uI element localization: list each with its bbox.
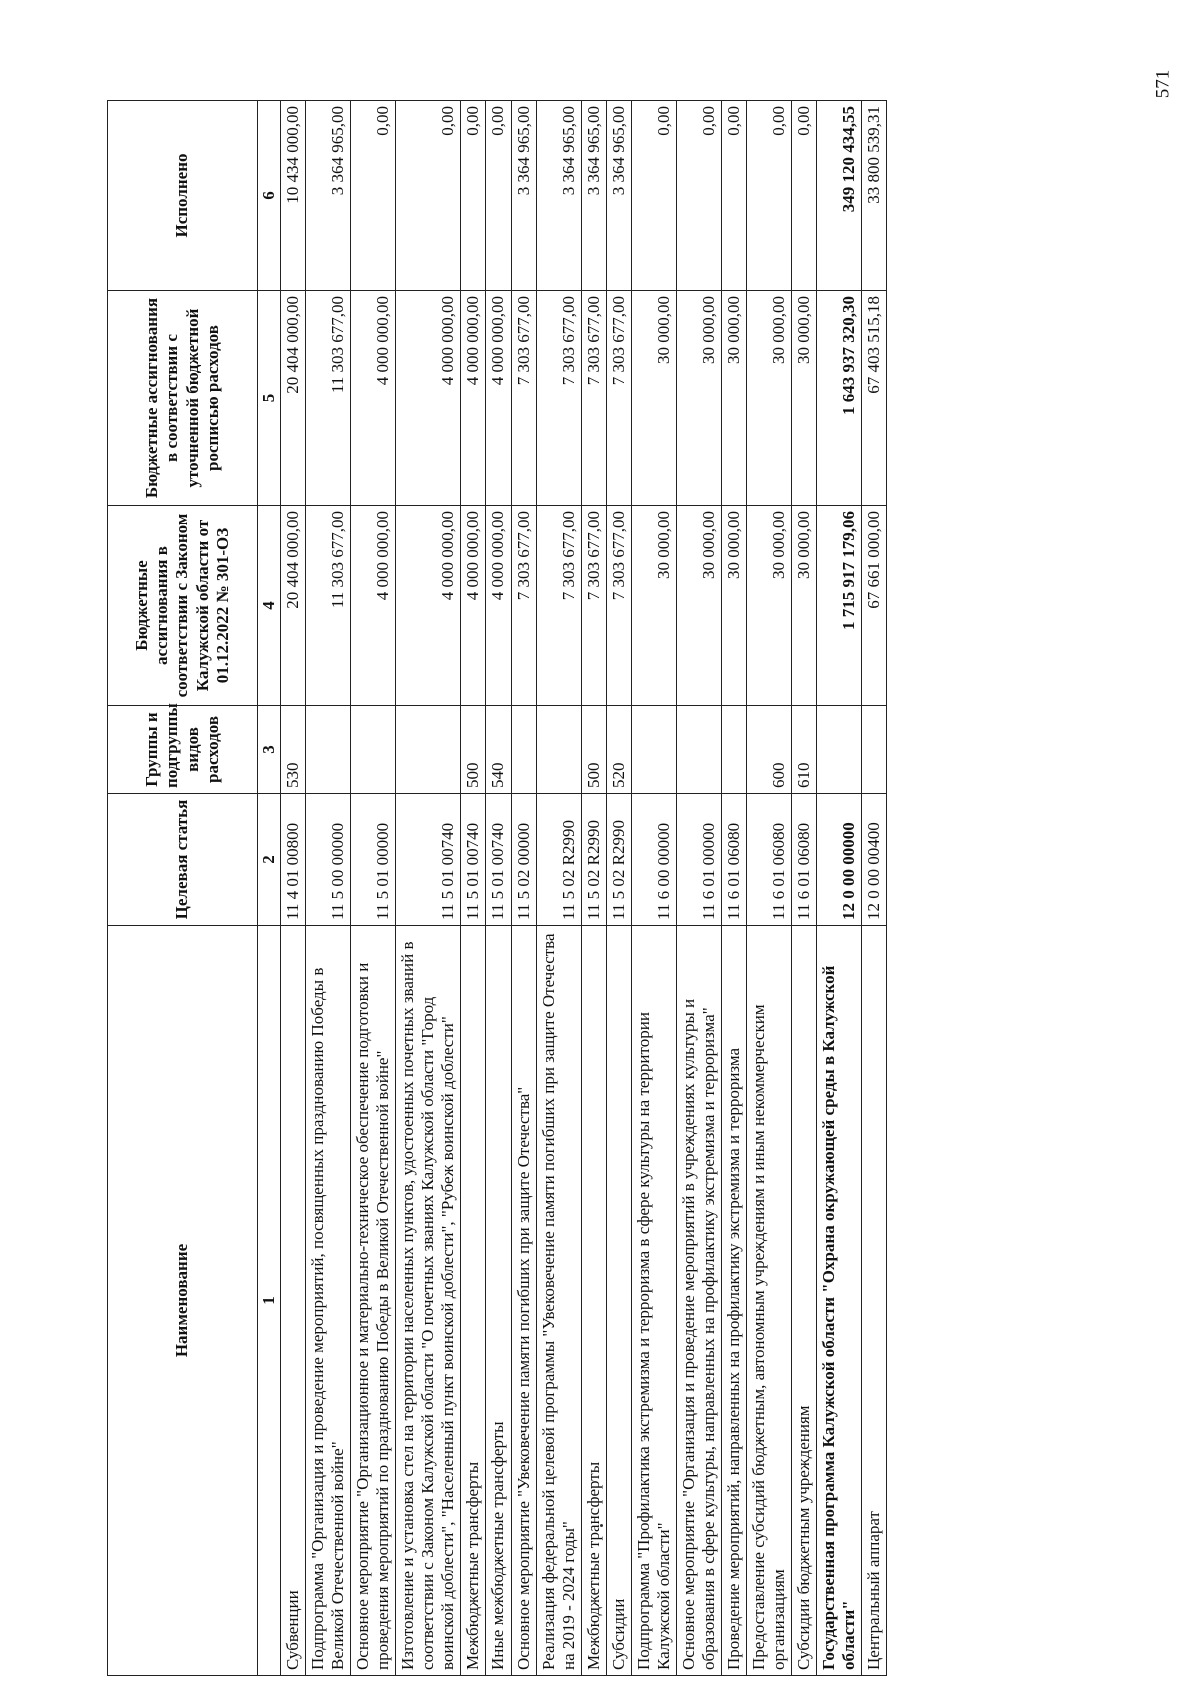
row-name: Реализация федеральной целевой программы "Увековечение памяти погибших при защите Отечества на 2019 - 2024 годы" [536, 926, 581, 1676]
row-executed-amount: 3 364 965,00 [306, 101, 351, 291]
page-number: 571 [1152, 69, 1173, 99]
row-law-amount: 11 303 677,00 [306, 506, 351, 706]
row-name: Основное мероприятие "Организация и проведение мероприятий в учреждениях культуры и образования в сфере культуры, направленных на профилактику экстремизма и терроризма" [676, 926, 721, 1676]
row-target-article: 12 0 00 00400 [862, 794, 887, 926]
table-row [581, 101, 606, 1676]
row-name: Субсидии [606, 926, 631, 1676]
row-law-amount: 67 661 000,00 [862, 506, 887, 706]
row-executed-amount: 0,00 [792, 101, 817, 291]
row-law-amount: 30 000,00 [676, 506, 721, 706]
row-target-article: 11 4 01 00800 [281, 794, 306, 926]
row-refined-amount: 30 000,00 [676, 291, 721, 506]
row-target-article: 11 5 00 00000 [306, 794, 351, 926]
row-target-article: 11 6 01 06080 [746, 794, 791, 926]
column-number: 6 [258, 101, 281, 291]
column-number: 5 [258, 291, 281, 506]
column-number-row [258, 101, 281, 1676]
row-law-amount: 7 303 677,00 [536, 506, 581, 706]
row-expense-group: 520 [606, 706, 631, 794]
row-name: Субсидии бюджетным учреждениям [792, 926, 817, 1676]
row-name: Центральный аппарат [862, 926, 887, 1676]
row-expense-group: 540 [486, 706, 511, 794]
row-law-amount: 4 000 000,00 [351, 506, 396, 706]
row-target-article: 11 6 00 00000 [631, 794, 676, 926]
row-target-article: 11 6 01 00000 [676, 794, 721, 926]
row-target-article: 12 0 00 00000 [817, 794, 862, 926]
row-target-article: 11 5 01 00000 [351, 794, 396, 926]
row-refined-amount: 67 403 515,18 [862, 291, 887, 506]
row-law-amount: 7 303 677,00 [581, 506, 606, 706]
row-name: Основное мероприятие "Увековечение памяти погибших при защите Отечества" [511, 926, 536, 1676]
row-target-article: 11 6 01 06080 [721, 794, 746, 926]
row-executed-amount: 0,00 [746, 101, 791, 291]
row-refined-amount: 30 000,00 [746, 291, 791, 506]
row-refined-amount: 20 404 000,00 [281, 291, 306, 506]
table-row [511, 101, 536, 1676]
row-refined-amount: 30 000,00 [631, 291, 676, 506]
row-expense-group [396, 706, 461, 794]
table-row [351, 101, 396, 1676]
row-name: Изготовление и установка стел на территории населенных пунктов, удостоенных почетных званий в соответствии с Законом Калужской области "О почетных званиях Калужской области "Город воинской доблести", "Населенный пункт воинской доблести", "Рубеж воинской доблести" [396, 926, 461, 1676]
table-row [281, 101, 306, 1676]
table-row [862, 101, 887, 1676]
row-refined-amount: 7 303 677,00 [606, 291, 631, 506]
row-executed-amount: 3 364 965,00 [536, 101, 581, 291]
row-refined-amount: 30 000,00 [721, 291, 746, 506]
table-row [746, 101, 791, 1676]
row-target-article: 11 5 01 00740 [486, 794, 511, 926]
row-target-article: 11 5 02 R2990 [606, 794, 631, 926]
row-name: Подпрограмма "Профилактика экстремизма и терроризма в сфере культуры на территории Калужской области" [631, 926, 676, 1676]
table-row [606, 101, 631, 1676]
row-name: Предоставление субсидий бюджетным, автономным учреждениям и иным некоммерческим организациям [746, 926, 791, 1676]
header-target-article: Целевая статья [108, 794, 258, 926]
row-expense-group: 530 [281, 706, 306, 794]
row-target-article: 11 5 02 R2990 [536, 794, 581, 926]
row-executed-amount: 33 800 539,31 [862, 101, 887, 291]
row-law-amount: 7 303 677,00 [511, 506, 536, 706]
row-executed-amount: 0,00 [721, 101, 746, 291]
table-row [396, 101, 461, 1676]
row-expense-group [351, 706, 396, 794]
row-name: Государственная программа Калужской области "Охрана окружающей среды в Калужской области" [817, 926, 862, 1676]
row-refined-amount: 7 303 677,00 [581, 291, 606, 506]
row-expense-group: 500 [461, 706, 486, 794]
row-expense-group [721, 706, 746, 794]
row-expense-group: 500 [581, 706, 606, 794]
row-executed-amount: 349 120 434,55 [817, 101, 862, 291]
row-expense-group [676, 706, 721, 794]
row-name: Иные межбюджетные трансферты [486, 926, 511, 1676]
budget-table-rotated [107, 101, 1157, 1676]
row-expense-group [862, 706, 887, 794]
row-name: Субвенции [281, 926, 306, 1676]
row-law-amount: 7 303 677,00 [606, 506, 631, 706]
row-name: Основное мероприятие "Организационное и материально-техническое обеспечение подготовки и проведения мероприятий по празднованию Победы в Великой Отечественной войне" [351, 926, 396, 1676]
header-name: Наименование [108, 926, 258, 1676]
row-target-article: 11 5 02 00000 [511, 794, 536, 926]
row-executed-amount: 3 364 965,00 [606, 101, 631, 291]
row-name: Подпрограмма "Организация и проведение мероприятий, посвященных празднованию Победы в Великой Отечественной войне" [306, 926, 351, 1676]
column-number: 4 [258, 506, 281, 706]
row-refined-amount: 11 303 677,00 [306, 291, 351, 506]
row-executed-amount: 0,00 [631, 101, 676, 291]
row-executed-amount: 10 434 000,00 [281, 101, 306, 291]
row-refined-amount: 4 000 000,00 [486, 291, 511, 506]
row-refined-amount: 1 643 937 320,30 [817, 291, 862, 506]
table-row [461, 101, 486, 1676]
row-law-amount: 4 000 000,00 [461, 506, 486, 706]
table-row [721, 101, 746, 1676]
row-refined-amount: 4 000 000,00 [351, 291, 396, 506]
table-row [486, 101, 511, 1676]
header-row [108, 101, 258, 1676]
row-executed-amount: 3 364 965,00 [511, 101, 536, 291]
row-law-amount: 20 404 000,00 [281, 506, 306, 706]
row-refined-amount: 4 000 000,00 [461, 291, 486, 506]
row-executed-amount: 0,00 [351, 101, 396, 291]
row-target-article: 11 5 02 R2990 [581, 794, 606, 926]
row-target-article: 11 5 01 00740 [461, 794, 486, 926]
row-expense-group [536, 706, 581, 794]
column-number: 2 [258, 794, 281, 926]
row-expense-group: 610 [792, 706, 817, 794]
header-refined-allocations: Бюджетные ассигнования в соответствии с уточненной бюджетной росписью расходов [108, 291, 258, 506]
row-law-amount: 30 000,00 [792, 506, 817, 706]
table-body [281, 101, 887, 1676]
header-expense-groups: Группы и подгруппы видов расходов [108, 706, 258, 794]
column-number: 3 [258, 706, 281, 794]
row-target-article: 11 6 01 06080 [792, 794, 817, 926]
row-executed-amount: 0,00 [396, 101, 461, 291]
row-name: Межбюджетные трансферты [461, 926, 486, 1676]
header-executed: Исполнено [108, 101, 258, 291]
table-row [792, 101, 817, 1676]
row-law-amount: 1 715 917 179,06 [817, 506, 862, 706]
table-row [306, 101, 351, 1676]
row-law-amount: 4 000 000,00 [486, 506, 511, 706]
row-expense-group [306, 706, 351, 794]
row-executed-amount: 0,00 [486, 101, 511, 291]
row-expense-group: 600 [746, 706, 791, 794]
row-law-amount: 30 000,00 [631, 506, 676, 706]
table-row [676, 101, 721, 1676]
row-refined-amount: 4 000 000,00 [396, 291, 461, 506]
row-expense-group [511, 706, 536, 794]
row-law-amount: 4 000 000,00 [396, 506, 461, 706]
row-name: Межбюджетные трансферты [581, 926, 606, 1676]
row-law-amount: 30 000,00 [746, 506, 791, 706]
row-refined-amount: 7 303 677,00 [536, 291, 581, 506]
header-law-allocations: Бюджетные ассигнования в соответствии с Законом Калужской области от 01.12.2022 № 301-ОЗ [108, 506, 258, 706]
row-executed-amount: 0,00 [676, 101, 721, 291]
row-expense-group [817, 706, 862, 794]
column-number: 1 [258, 926, 281, 1676]
row-name: Проведение мероприятий, направленных на профилактику экстремизма и терроризма [721, 926, 746, 1676]
table-row [536, 101, 581, 1676]
row-refined-amount: 7 303 677,00 [511, 291, 536, 506]
row-refined-amount: 30 000,00 [792, 291, 817, 506]
budget-table [107, 100, 887, 1676]
row-target-article: 11 5 01 00740 [396, 794, 461, 926]
table-row [817, 101, 862, 1676]
row-executed-amount: 3 364 965,00 [581, 101, 606, 291]
row-executed-amount: 0,00 [461, 101, 486, 291]
row-expense-group [631, 706, 676, 794]
row-law-amount: 30 000,00 [721, 506, 746, 706]
table-row [631, 101, 676, 1676]
